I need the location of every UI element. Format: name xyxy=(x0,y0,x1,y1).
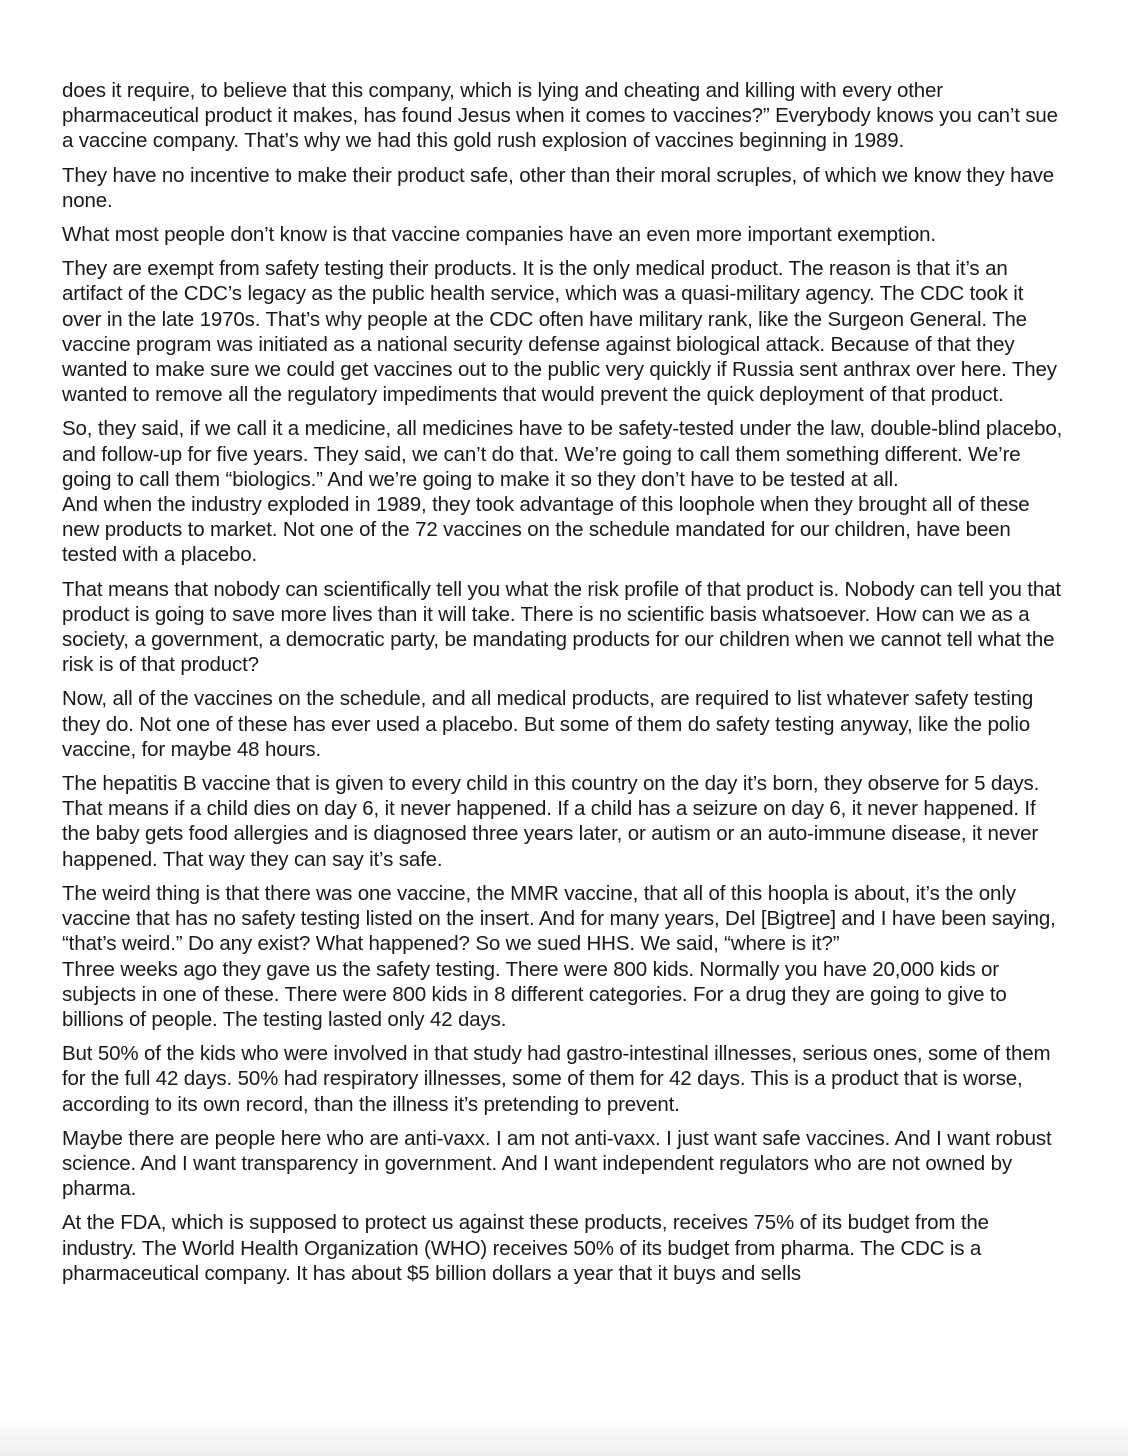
paragraph-1: does it require, to believe that this company, which is lying and cheating and killing with every other pharmaceutical product it makes, has found Jesus when it comes to vaccines?” Everybody knows you can’t sue a vaccine company. That’s why we had this gold rush explosion of vaccines beginning in 1989. xyxy=(62,79,1058,153)
paragraph-5: So, they said, if we call it a medicine, all medicines have to be safety-tested under the law, double-blind placebo, and follow-up for five years. They said, we can’t do that. We’re going to call them something different. We’re going to call them “biologics.” And we’re going to make it so they don’t have to be tested at all. xyxy=(62,417,1063,491)
paragraph-13: Maybe there are people here who are anti-vaxx. I am not anti-vaxx. I just want safe vaccines. And I want robust science. And I want transparency in government. And I want independent regulators who are not owned by pharma. xyxy=(62,1126,1052,1201)
paragraph-4: They are exempt from safety testing their products. It is the only medical product. The reason is that it’s an artifact of the CDC’s legacy as the public health service, which was a quasi-military agency. The CDC took it over in the late 1970s. That’s why people at the CDC often have military rank, like the Surgeon General. The vaccine program was initiated as a national security defense against biological attack. Because of that they wanted to make sure we could get vaccines out to the public very quickly if Russia sent anthrax over here. They wanted to remove all the regulatory impediments that would prevent the quick deployment of that product. xyxy=(62,257,1057,407)
paragraph-6: And when the industry exploded in 1989, they took advantage of this loophole when they brought all of these new products to market. Not one of the 72 vaccines on the schedule mandated for our children, have been tested with a placebo. xyxy=(62,493,1030,567)
paragraph-3: What most people don’t know is that vaccine companies have an even more important exemption. xyxy=(62,223,936,247)
paragraph-9: The hepatitis B vaccine that is given to every child in this country on the day it’s born, they observe for 5 days. That means if a child dies on day 6, it never happened. If a child has a seizure on day 6, it never happened. If the baby gets food allergies and is diagnosed three years later, or autism or an auto-immune disease, it never happened. That way they can say it’s safe. xyxy=(62,772,1040,871)
paragraph-12: But 50% of the kids who were involved in that study had gastro-intestinal illnesses, serious ones, some of them for the full 42 days. 50% had respiratory illnesses, some of them for 42 days. This is a product that is worse, according to its own record, than the illness it’s pretending to prevent. xyxy=(62,1042,1051,1116)
paragraph-8: Now, all of the vaccines on the schedule, and all medical products, are required to list whatever safety testing they do. Not one of these has ever used a placebo. But some of them do safety testing anyway, like the polio vaccine, for maybe 48 hours. xyxy=(62,687,1034,761)
paragraph-11: Three weeks ago they gave us the safety testing. There were 800 kids. Normally you have 20,000 kids or subjects in one of these. There were 800 kids in 8 different categories. For a drug they are going to give to billions of people. The testing lasted only 42 days. xyxy=(62,957,1007,1031)
paragraph-7: That means that nobody can scientifically tell you what the risk profile of that product is. Nobody can tell you that product is going to save more lives than it will take. There is no scientific basis whatsoever. How can we as a society, a government, a democratic party, be mandating products for our children when we cannot tell what the risk is of that product? xyxy=(62,577,1061,677)
paragraph-10: The weird thing is that there was one vaccine, the MMR vaccine, that all of this hoopla is about, it’s the only vaccine that has no safety testing listed on the insert. And for many years, Del [Bigtree] and I have been saying, “that’s weird.” Do any exist? What happened? So we sued HHS. We said, “where is it?” xyxy=(62,881,1056,956)
paragraph-2: They have no incentive to make their product safe, other than their moral scruples, of which we know they have none. xyxy=(62,163,1054,212)
page-bottom-shadow xyxy=(0,1416,1128,1456)
paragraph-14: At the FDA, which is supposed to protect us against these products, receives 75% of its budget from the industry. The World Health Organization (WHO) receives 50% of its budget from pharma. The CDC is a pharmaceutical company. It has about $5 billion dollars a year that it buys and sells xyxy=(62,1211,989,1285)
